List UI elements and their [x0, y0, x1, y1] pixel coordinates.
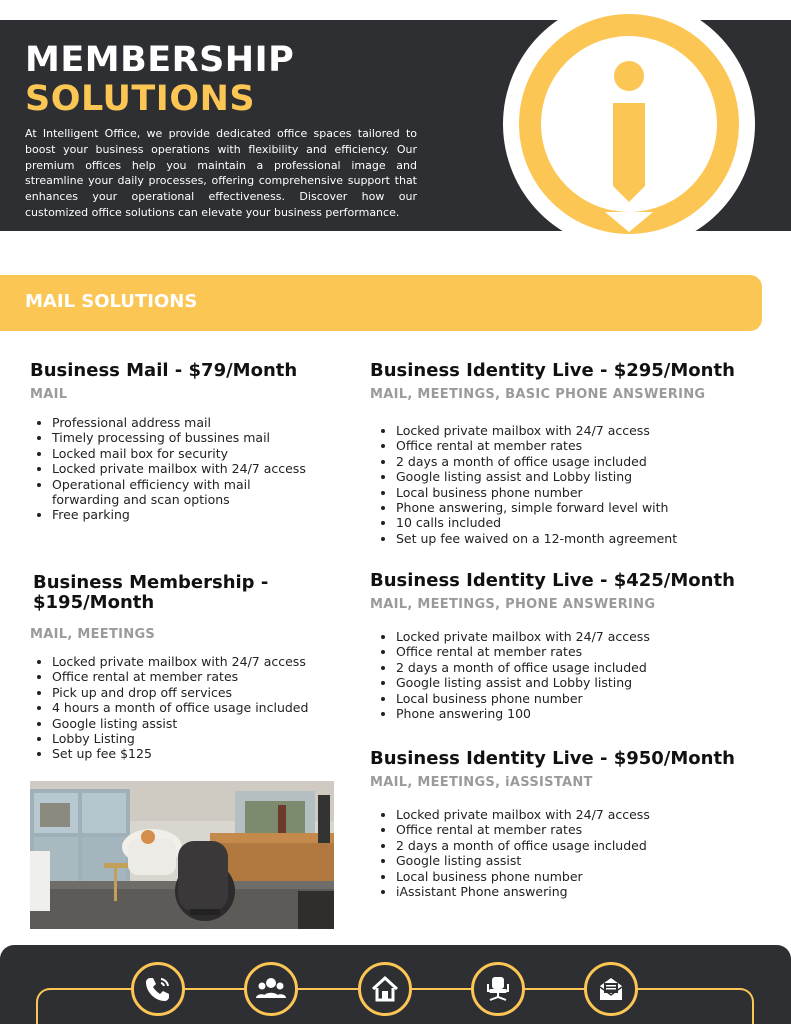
feature-item: Office rental at member rates — [374, 644, 770, 659]
plan-subtitle: MAIL, MEETINGS, BASIC PHONE ANSWERING — [370, 387, 706, 402]
feature-item: Locked private mailbox with 24/7 access — [30, 654, 340, 669]
plan-title: Business Membership - $195/Month — [33, 572, 269, 613]
feature-item: Professional address mail — [30, 415, 340, 430]
feature-list — [370, 807, 770, 899]
feature-list — [370, 629, 770, 721]
plan-subtitle: MAIL, MEETINGS, iASSISTANT — [370, 775, 593, 790]
feature-item: 4 hours a month of office usage included — [30, 700, 340, 715]
feature-item: Set up fee $125 — [30, 746, 340, 761]
page-title-line1: MEMBERSHIP — [25, 40, 295, 80]
feature-list — [30, 654, 340, 762]
plan-card — [370, 361, 770, 546]
plan-card — [30, 361, 340, 523]
feature-item: Local business phone number — [374, 691, 770, 706]
plan-title: Business Identity Live - $425/Month — [370, 570, 735, 591]
plan-subtitle: MAIL, MEETINGS — [30, 627, 156, 642]
feature-item: Local business phone number — [374, 869, 770, 884]
plan-subtitle: MAIL, MEETINGS, PHONE ANSWERING — [370, 597, 656, 612]
feature-item: Google listing assist and Lobby listing — [374, 469, 770, 484]
feature-item: Locked private mailbox with 24/7 access — [374, 629, 770, 644]
info-pin-icon — [493, 0, 763, 252]
feature-item: Office rental at member rates — [374, 822, 770, 837]
feature-item: Google listing assist and Lobby listing — [374, 675, 770, 690]
section-title: MAIL SOLUTIONS — [25, 291, 198, 312]
mail-icon — [584, 962, 638, 1016]
feature-item: Office rental at member rates — [374, 438, 770, 453]
feature-item: 10 calls included — [374, 515, 770, 530]
feature-item: Pick up and drop off services — [30, 685, 340, 700]
feature-item: Office rental at member rates — [30, 669, 340, 684]
plan-card — [30, 573, 340, 762]
feature-item: Locked private mailbox with 24/7 access — [30, 461, 340, 476]
people-icon — [244, 962, 298, 1016]
plan-title: Business Mail - $79/Month — [30, 360, 298, 381]
feature-item: Local business phone number — [374, 485, 770, 500]
feature-item: Google listing assist — [30, 716, 340, 731]
feature-item: 2 days a month of office usage included — [374, 838, 770, 853]
plan-title: Business Identity Live - $295/Month — [370, 360, 735, 381]
plan-title: Business Identity Live - $950/Month — [370, 748, 735, 769]
feature-item: Locked private mailbox with 24/7 access — [374, 807, 770, 822]
feature-item: Free parking — [30, 507, 340, 522]
phone-icon — [131, 962, 185, 1016]
feature-item: Phone answering 100 — [374, 706, 770, 721]
feature-item: Operational efficiency with mail forwarding and scan options — [30, 477, 262, 508]
feature-item: Phone answering, simple forward level with — [374, 500, 770, 515]
feature-item: 2 days a month of office usage included — [374, 454, 770, 469]
plan-card — [370, 749, 770, 899]
intro-paragraph: At Intelligent Office, we provide dedicated office spaces tailored to boost your business operations with flexibility and efficiency. Our premium offices help you maintain a professional image and streamline your daily processes, offering comprehensive support that enhances your operational effectiveness. Discover how our customized office solutions can elevate your business performance. — [25, 127, 417, 219]
feature-item: Set up fee waived on a 12-month agreement — [374, 531, 770, 546]
feature-item: Timely processing of bussines mail — [30, 430, 340, 445]
plan-card — [370, 571, 770, 721]
home-icon — [358, 962, 412, 1016]
feature-item: Google listing assist — [374, 853, 770, 868]
feature-item: Locked mail box for security — [30, 446, 340, 461]
feature-item: Lobby Listing — [30, 731, 340, 746]
feature-list — [370, 423, 770, 546]
feature-list — [30, 415, 340, 523]
plan-subtitle: MAIL — [30, 387, 68, 402]
feature-item: iAssistant Phone answering — [374, 884, 770, 899]
office-chair-icon — [471, 962, 525, 1016]
page-title-line2: SOLUTIONS — [25, 79, 256, 119]
office-photo — [30, 781, 334, 929]
feature-item: Locked private mailbox with 24/7 access — [374, 423, 770, 438]
feature-item: 2 days a month of office usage included — [374, 660, 770, 675]
